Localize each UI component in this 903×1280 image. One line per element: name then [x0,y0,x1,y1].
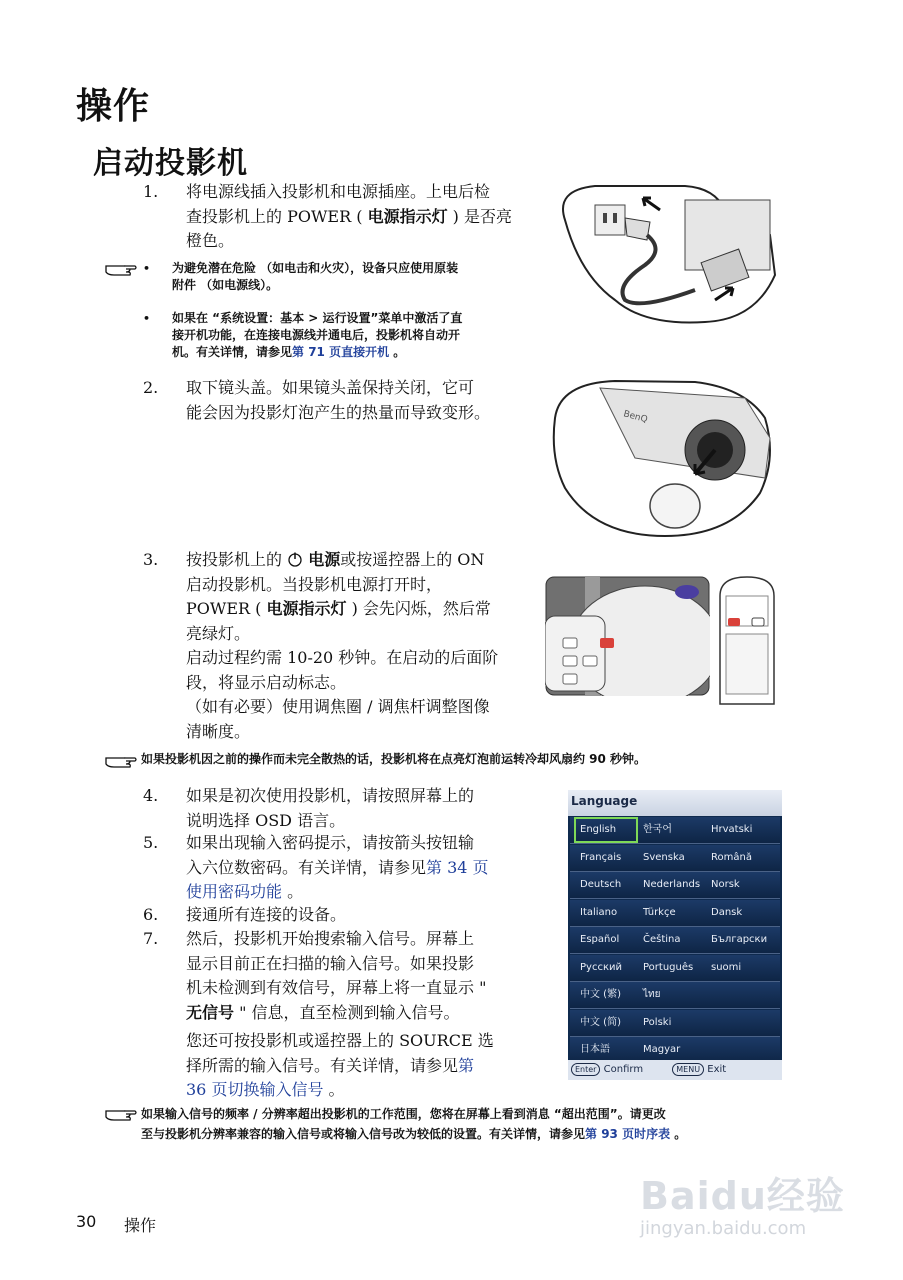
language-option[interactable]: Français [580,851,622,863]
note1-bullet1: 为避免潜在危险 （如电击和火灾），设备只应使用原装 附件 （如电源线）。 [172,261,459,292]
language-option[interactable]: Hrvatski [711,824,753,835]
language-option[interactable]: Română [711,851,752,863]
language-option[interactable]: 中文 (简) [580,1016,621,1028]
language-option[interactable]: 中文 (繁) [580,989,621,1000]
watermark-logo: Baidu经验 [640,1174,845,1218]
step-number: 6. [143,905,159,924]
step-number: 7. [143,929,159,948]
language-row [570,845,780,872]
language-option[interactable]: Deutsch [580,879,622,890]
language-option[interactable]: Русский [580,961,622,973]
footer-section: 操作 [124,1216,157,1235]
language-option[interactable]: ไทย [643,989,661,1000]
language-row [570,900,780,927]
power-icon [287,551,303,567]
language-option[interactable]: 日本語 [580,1044,610,1055]
watermark-url: jingyan.baidu.com [640,1218,807,1239]
step7-text: 然后，投影机开始搜索输入信号。屏幕上 显示目前正在扫描的输入信号。如果投影 机未检测到有效信号，屏幕上将一直显示 " 无信号 " 信息，直至检测到输入信号。 您还可按投影机或遥控器上的 SOURCE 选 择所需的输入信号。有关详情，请参见第 36 页切换输入信号 。 [186,929,494,1099]
power-cord-illustration [555,180,777,326]
link-password-function[interactable]: 使用密码功能 [186,882,283,901]
language-row [570,955,780,982]
step2-text: 取下镜头盖。如果镜头盖保持关闭，它可 能会因为投影灯泡产生的热量而导致变形。 [186,378,491,422]
menu-key-icon: MENU [672,1063,704,1076]
control-panel-illustration [545,576,710,696]
language-row [570,927,780,954]
page-heading: 操作 [76,86,151,127]
note3-text: 如果输入信号的频率 / 分辨率超出投影机的工作范围，您将在屏幕上看到消息 “超出范围”。请更改 至与投影机分辨率兼容的输入信号或将输入信号改为较低的设置。有关详情，请参见第 93 页时序表 。 [141,1107,687,1141]
exit-label: Exit [707,1064,727,1075]
link-page-34[interactable]: 第 34 页 [426,857,489,877]
step5-text: 如果出现输入密码提示，请按箭头按钮输 入六位数密码。有关详情，请参见第 34 页 使用密码功能 。 [186,833,489,901]
step6-text: 接通所有连接的设备。 [186,905,347,924]
step-number: 4. [143,786,159,805]
step-number: 2. [143,378,159,397]
language-row [570,817,780,844]
remote-control-illustration [716,576,778,706]
language-option[interactable]: Svenska [643,851,685,863]
language-option[interactable]: Português [643,961,694,973]
language-option[interactable]: Türkçe [643,906,676,918]
note-hand-icon [104,752,138,770]
note-hand-icon [104,260,138,278]
link-switch-input-signal[interactable]: 36 页切换输入信号 [186,1080,324,1099]
bullet-dot: • [143,312,151,325]
language-option[interactable]: Magyar [643,1044,681,1055]
language-option[interactable]: 한국어 [643,824,672,835]
language-option[interactable]: English [574,817,638,843]
language-option[interactable]: suomi [711,961,742,973]
brand-label: BenQ [622,409,649,426]
language-option[interactable]: Nederlands [643,879,701,890]
section-heading: 启动投影机 [93,146,248,181]
step1-text: 将电源线插入投影机和电源插座。上电后检 查投影机上的 POWER ( 电源指示灯 ) 是否亮 橙色。 [186,182,512,250]
note1-bullet2: 如果在 “系统设置：基本 > 运行设置”菜单中激活了直 接开机功能，在连接电源线并通电后，投影机将自动开 机。有关详情，请参见第 71 页直接开机 。 [172,311,463,359]
link-timing-table[interactable]: 第 93 页时序表 [585,1127,671,1141]
step-number: 5. [143,833,159,852]
enter-key-icon: Enter [571,1063,600,1076]
language-row [570,1010,780,1037]
step3-text: 按投影机上的 电源或按遥控器上的 ON 启动投影机。当投影机电源打开时， POWER ( 电源指示灯 ) 会先闪烁，然后常 亮绿灯。 启动过程约需 10-20 秒钟。在启动的后面阶 段，将显示启动标志。 （如有必要）使用调焦圈 / 调焦杆调整图像 清晰度。 [186,550,499,741]
link-direct-power-on[interactable]: 第 71 页直接开机 [292,345,390,359]
bullet-dot: • [143,262,151,275]
language-option[interactable]: Italiano [580,906,618,918]
language-menu-title: Language [568,790,782,816]
language-option[interactable]: Čeština [643,934,681,945]
step-number: 3. [143,550,159,569]
confirm-label: Confirm [603,1064,644,1075]
step4-text: 如果是初次使用投影机，请按照屏幕上的 说明选择 OSD 语言。 [186,786,475,830]
step-number: 1. [143,182,159,201]
language-row [570,982,780,1009]
language-option[interactable]: Български [711,934,768,945]
language-option[interactable]: Norsk [711,879,740,890]
link-page-36-inline[interactable]: 第 [458,1055,475,1075]
lens-cap-illustration [545,378,777,538]
language-menu-footer [568,1060,782,1080]
note-hand-icon [104,1105,138,1123]
note2-text: 如果投影机因之前的操作而未完全散热的话，投影机将在点亮灯泡前运转冷却风扇约 90 秒钟。 [141,752,647,766]
language-option[interactable]: Polski [643,1016,672,1028]
language-osd-menu [568,790,782,1080]
page-number: 30 [76,1212,97,1231]
language-option[interactable]: Español [580,934,620,945]
language-option[interactable]: Dansk [711,906,743,918]
language-row [570,872,780,899]
